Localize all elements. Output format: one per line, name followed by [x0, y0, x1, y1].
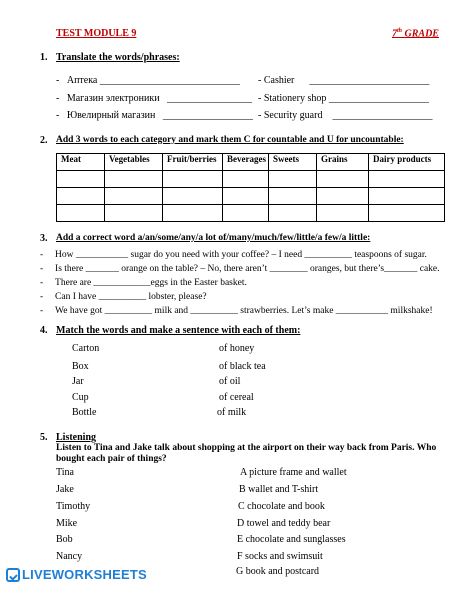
table-cell[interactable]	[57, 205, 105, 222]
table-cell[interactable]	[317, 205, 369, 222]
match-right-item: of milk	[217, 407, 247, 418]
person-name: Jake	[56, 484, 74, 495]
person-name: Nancy	[56, 551, 83, 562]
column-header: Sweets	[269, 154, 317, 171]
table-cell[interactable]	[223, 171, 269, 188]
table-cell[interactable]	[105, 188, 163, 205]
purchase-option: B wallet and T-shirt	[239, 484, 319, 495]
liveworksheets-logo[interactable]	[6, 568, 147, 583]
column-header: Fruit/berries	[163, 154, 223, 171]
match-right-item: of oil	[219, 376, 241, 387]
grade-word: GRADE	[402, 28, 439, 40]
section-3-title: Add a correct word a/an/some/any/a lot of/many/much/few/little/a few/a little:	[56, 233, 371, 243]
person-name: Timothy	[56, 501, 91, 512]
column-header: Grains	[317, 154, 369, 171]
table-cell[interactable]	[317, 171, 369, 188]
table-cell[interactable]	[269, 205, 317, 222]
s1-row-3-left: - Ювелирный магазин __________________	[56, 110, 253, 121]
s3-line-2: - Is there _______ orange on the table? – No, there aren’t ________ oranges, but there’s_______ cake.	[40, 264, 440, 274]
column-header: Meat	[57, 154, 105, 171]
table-cell[interactable]	[317, 188, 369, 205]
brand-name: LIVEWORKSHEETS	[22, 567, 147, 582]
table-cell[interactable]	[269, 188, 317, 205]
table-cell[interactable]	[163, 171, 223, 188]
grade-label	[392, 28, 439, 40]
section-2-title: Add 3 words to each category and mark them C for countable and U for uncountable:	[56, 135, 404, 145]
grade-number: 7	[392, 28, 397, 40]
match-left-item: Jar	[72, 376, 84, 387]
checkbox-logo-icon	[6, 568, 20, 582]
table-row	[57, 205, 445, 222]
table-row	[57, 188, 445, 205]
table-cell[interactable]	[57, 171, 105, 188]
match-right-item: of cereal	[219, 392, 254, 403]
s3-line-5: - We have got __________ milk and __________ strawberries. Let’s make ___________ milkshake!	[40, 306, 433, 316]
s1-row-2-left: - Магазин электроники _________________	[56, 93, 253, 104]
s3-line-3: - There are ____________eggs in the Easter basket.	[40, 278, 247, 288]
purchase-option: D towel and teddy bear	[237, 518, 331, 529]
section-5-title: Listening	[56, 432, 97, 443]
purchase-option: A picture frame and wallet	[240, 467, 347, 478]
table-cell[interactable]	[369, 188, 445, 205]
section-1-number: 1.	[40, 52, 48, 63]
section-4-number: 4.	[40, 325, 48, 336]
s1-row-2-right: - Stationery shop ____________________	[258, 93, 429, 104]
section-3-number: 3.	[40, 233, 48, 244]
grade-ordinal: th	[397, 28, 403, 34]
s5-instruction-line-1: Listen to Tina and Jake talk about shopping at the airport on their way back from Paris. Who	[56, 443, 437, 453]
table-cell[interactable]	[269, 171, 317, 188]
s3-line-4: - Can I have __________ lobster, please?	[40, 292, 207, 302]
match-left-item: Cup	[72, 392, 89, 403]
section-5-number: 5.	[40, 432, 48, 443]
purchase-option: E chocolate and sunglasses	[237, 534, 346, 545]
section-4-title: Match the words and make a sentence with each of them:	[56, 325, 301, 336]
purchase-option: G book and postcard	[236, 566, 320, 577]
table-cell[interactable]	[369, 171, 445, 188]
s3-line-1: - How ___________ sugar do you need with your coffee? – I need __________ teaspoons of sugar.	[40, 250, 427, 260]
person-name: Mike	[56, 518, 78, 529]
match-left-item: Carton	[72, 343, 100, 354]
table-cell[interactable]	[163, 188, 223, 205]
s1-row-3-right: - Security guard ____________________	[258, 110, 433, 121]
match-left-item: Bottle	[72, 407, 97, 418]
match-right-item: of honey	[219, 343, 255, 354]
section-2-number: 2.	[40, 135, 48, 146]
column-header: Vegetables	[105, 154, 163, 171]
s1-row-1-right: - Cashier ________________________	[258, 75, 430, 86]
purchase-option: F socks and swimsuit	[237, 551, 323, 562]
table-cell[interactable]	[223, 205, 269, 222]
section-1-title: Translate the words/phrases:	[56, 52, 180, 63]
person-name: Tina	[56, 467, 74, 478]
table-cell[interactable]	[57, 188, 105, 205]
table-cell[interactable]	[105, 171, 163, 188]
match-left-item: Box	[72, 361, 89, 372]
person-name: Bob	[56, 534, 73, 545]
s5-instruction-line-2: bought each pair of things?	[56, 454, 167, 464]
purchase-option: C chocolate and book	[238, 501, 325, 512]
match-right-item: of black tea	[219, 361, 266, 372]
table-cell[interactable]	[369, 205, 445, 222]
column-header: Dairy products	[369, 154, 445, 171]
s1-row-1-left: - Аптека ____________________________	[56, 75, 240, 86]
table-row	[57, 171, 445, 188]
test-title: TEST MODULE 9	[56, 28, 137, 39]
column-header: Beverages	[223, 154, 269, 171]
table-header-row	[57, 154, 445, 171]
table-cell[interactable]	[223, 188, 269, 205]
table-cell[interactable]	[105, 205, 163, 222]
category-table	[56, 153, 445, 222]
table-cell[interactable]	[163, 205, 223, 222]
